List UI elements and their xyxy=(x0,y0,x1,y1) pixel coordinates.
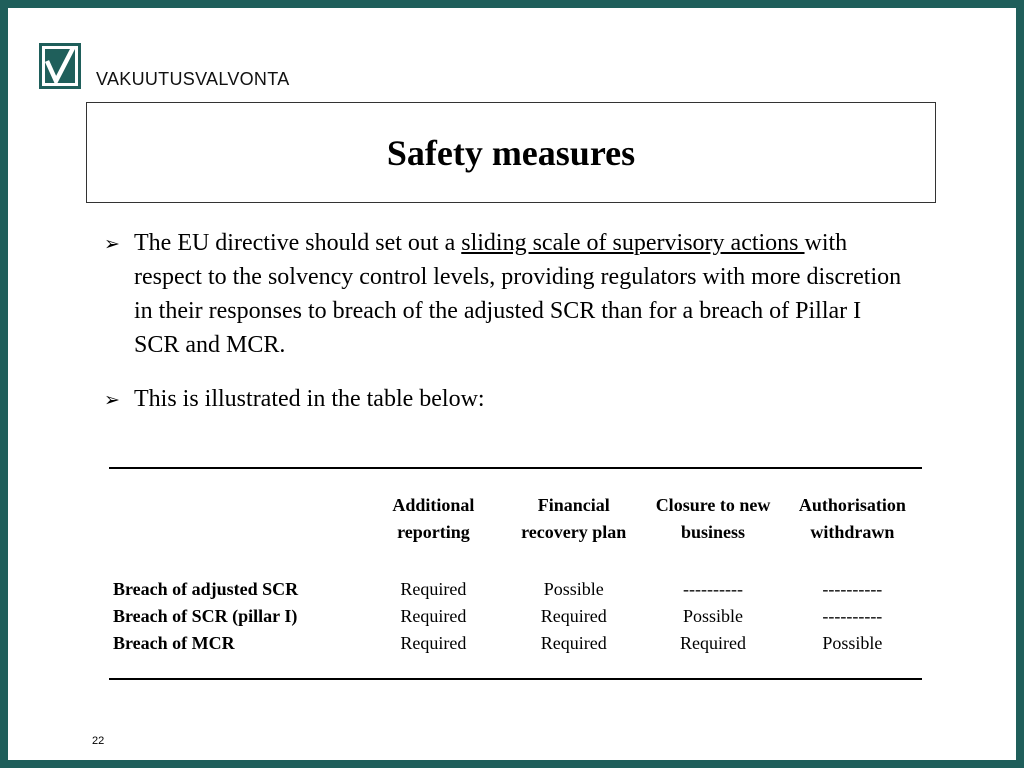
table-header-cell: Authorisation withdrawn xyxy=(798,495,906,542)
table-row xyxy=(109,603,922,630)
table-cell: Required xyxy=(680,633,747,653)
table-cell: ---------- xyxy=(822,606,883,626)
table-cell: Possible xyxy=(822,633,883,653)
table-cell: Possible xyxy=(683,606,744,626)
table-row xyxy=(109,576,922,603)
slide-title: Safety measures xyxy=(386,132,636,173)
title-box xyxy=(86,102,936,203)
table-top-rule xyxy=(109,467,922,469)
bullet-text-after: with respect to the solvency control levels, providing regulators with more discretion in their responses to breach of the adjusted SCR than for a breach of Pillar I SCR and MCR. xyxy=(134,230,902,358)
checkmark-box-logo-icon xyxy=(39,43,81,89)
table-header-cell: Closure to new business xyxy=(655,495,771,542)
bullet-text-underlined: sliding scale of supervisory actions xyxy=(461,230,805,256)
row-label: Breach of SCR (pillar I) xyxy=(113,606,298,626)
table-cell: Possible xyxy=(543,579,604,599)
table-cell: Required xyxy=(400,579,467,599)
bullet-text xyxy=(134,226,904,362)
row-label: Breach of adjusted SCR xyxy=(113,579,299,599)
table-cell: Required xyxy=(400,606,467,626)
bullet-item xyxy=(104,226,904,362)
page-number: 22 xyxy=(92,735,105,747)
table-cell: Required xyxy=(400,633,467,653)
table-cell: ---------- xyxy=(683,579,743,599)
bullet-text-before: The EU directive should set out a xyxy=(134,230,462,256)
table-bottom-rule xyxy=(109,678,922,680)
table-header-cell: Additional reporting xyxy=(392,495,475,542)
slide xyxy=(8,8,1016,760)
bullet-text: This is illustrated in the table below: xyxy=(134,386,485,412)
measures-table xyxy=(109,492,922,657)
table-row xyxy=(109,630,922,657)
table-cell: Required xyxy=(540,633,607,653)
table-header-row xyxy=(109,492,922,548)
table-header-cell: Financial recovery plan xyxy=(521,495,627,542)
table-cell: Required xyxy=(540,606,607,626)
row-label: Breach of MCR xyxy=(113,633,235,653)
bullet-list xyxy=(104,226,904,437)
brand-name: VAKUUTUSVALVONTA xyxy=(96,69,290,89)
arrow-bullet-icon: ➢ xyxy=(104,233,120,255)
arrow-bullet-icon: ➢ xyxy=(104,389,120,411)
bullet-item xyxy=(104,382,904,417)
table-header-blank xyxy=(109,492,363,548)
table-cell: ---------- xyxy=(822,579,883,599)
table-body xyxy=(109,576,922,657)
